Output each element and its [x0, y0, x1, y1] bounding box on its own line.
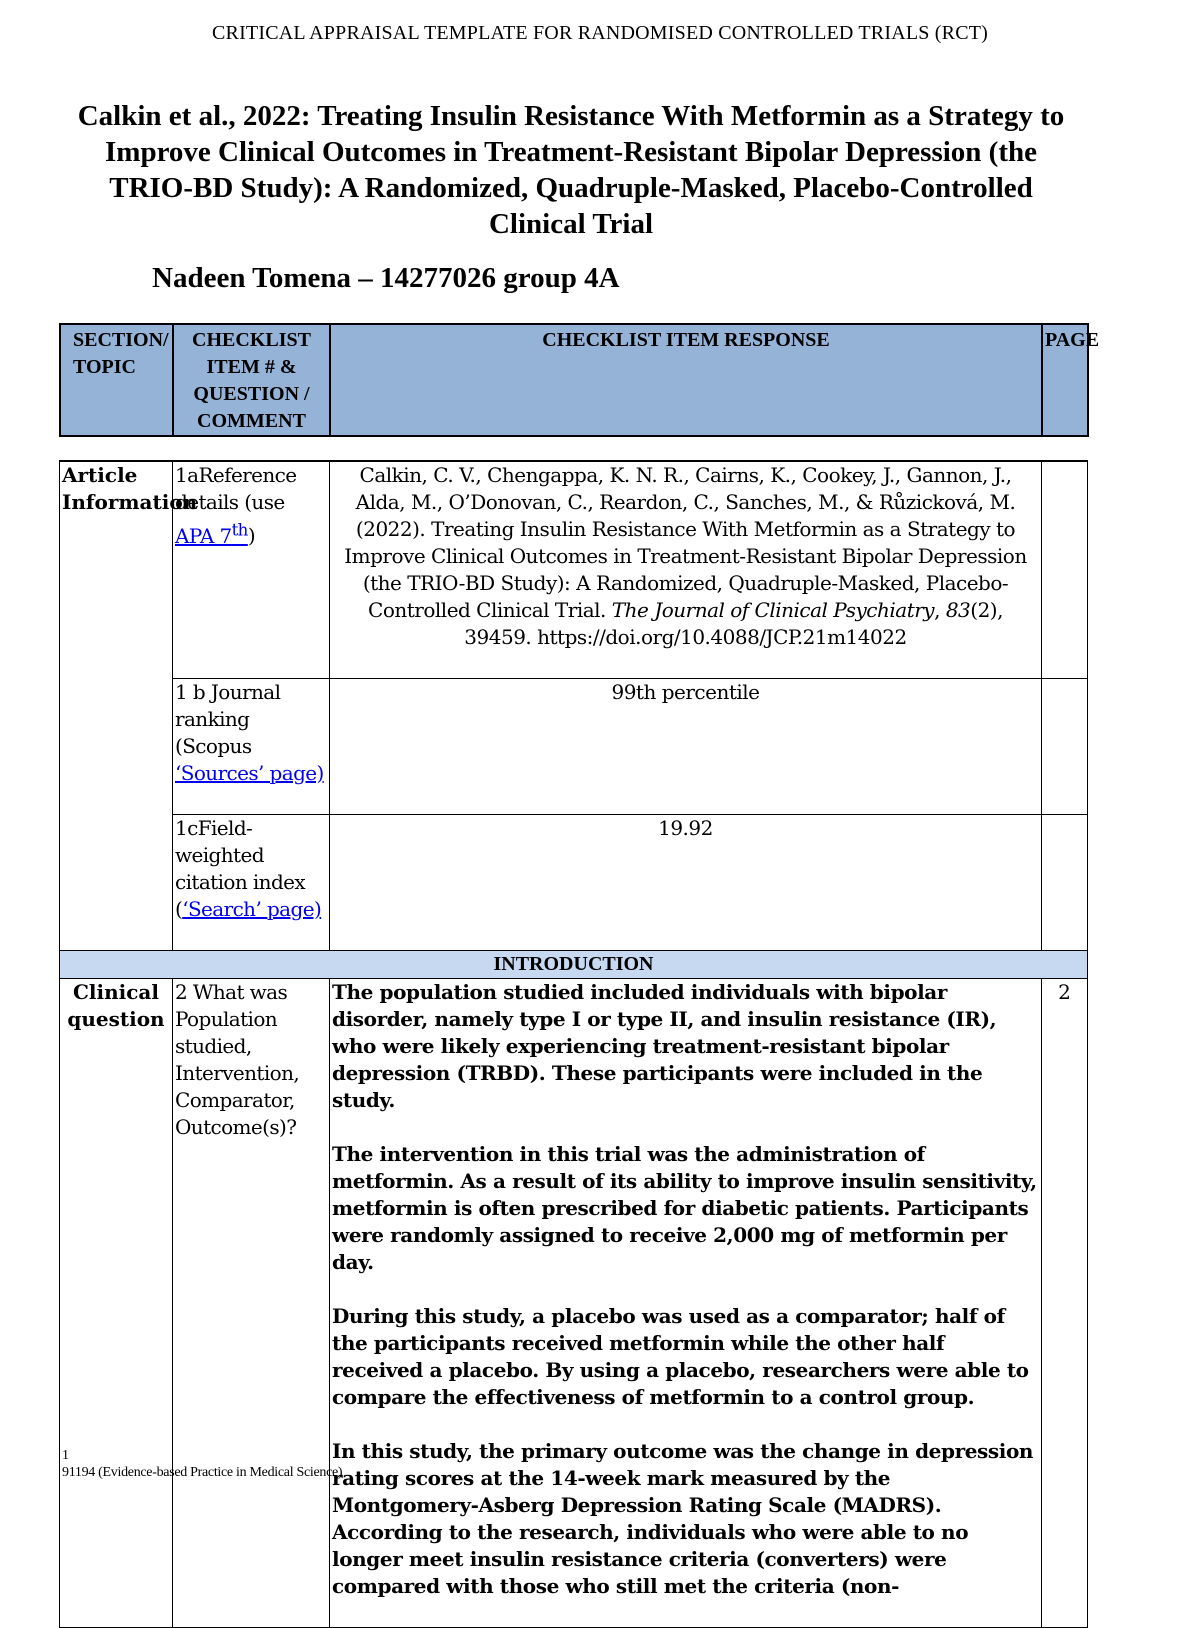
- footer-page-number: 1: [62, 1448, 69, 1463]
- table-row: [60, 461, 1088, 679]
- author-line: Nadeen Tomena – 14277026 group 4A: [152, 262, 620, 294]
- item-2: [173, 979, 330, 1628]
- item-1a: [173, 461, 330, 679]
- header-page: PAGE: [1042, 324, 1088, 436]
- page-number-cell: 2: [1042, 979, 1088, 1628]
- reference-response: [330, 461, 1042, 679]
- intervention-paragraph: The intervention in this trial was the administration of metformin. As a result of its ability to improve insulin sensitivity, metformin is often prescribed for diabetic patients. Participants were randomly assigned to receive 2,000 mg of metformin per day.: [332, 1142, 1037, 1274]
- table-row: [60, 979, 1088, 1628]
- introduction-heading: INTRODUCTION: [60, 951, 1088, 979]
- volume: 83: [945, 598, 971, 622]
- apa-7-link[interactable]: [175, 520, 248, 548]
- page-cell: [1042, 815, 1088, 951]
- separator: ,: [934, 598, 946, 622]
- footer-course: 91194 (Evidence-based Practice in Medical Science): [62, 1465, 343, 1480]
- item-number: 1c: [175, 816, 198, 840]
- item-1b: [173, 679, 330, 815]
- item-text-end: ): [247, 523, 256, 548]
- reference-text-end: (2), 39459. https://doi.org/10.4088/JCP.21m14022: [464, 598, 1003, 649]
- introduction-row: [60, 951, 1088, 979]
- outcome-paragraph: In this study, the primary outcome was the change in depression rating scores at the 14-week mark measured by the Montgomery-Asberg Depression Rating Scale (MADRS). According to the research, individuals who were able to no longer meet insulin resistance criteria (converters) were compared with those who still met the criteria (non-: [332, 1439, 1034, 1598]
- header-item-response: CHECKLIST ITEM RESPONSE: [330, 324, 1042, 436]
- link-text: APA 7: [175, 523, 232, 548]
- section-clinical-question: Clinical question: [60, 979, 173, 1628]
- item-text: Journal ranking (Scopus: [175, 680, 281, 758]
- scopus-search-link[interactable]: ‘Search’ page): [182, 897, 322, 921]
- item-text: Field-weighted citation index (: [175, 816, 306, 921]
- comparator-paragraph: During this study, a placebo was used as a comparator; half of the participants received metformin while the other half received a placebo. By using a placebo, researchers were able to compare the effectiveness of metformin to a control group.: [332, 1304, 1029, 1409]
- item-number: 2: [175, 980, 188, 1004]
- item-text: Reference details (use: [175, 463, 297, 514]
- section-article-information: Article Information: [60, 461, 173, 951]
- reference-text: Calkin, C. V., Chengappa, K. N. R., Cairns, K., Cookey, J., Gannon, J., Alda, M., O’Donovan, C., Reardon, C., Sanches, M., & Růzicková, M. (2022). Treating Insulin Resistance With Metformin as a Strategy to Improve Clinical Outcomes in Treatment-Resistant Bipolar Depression (the TRIO-BD Study): A Randomized, Quadruple-Masked, Placebo-Controlled Clinical Trial.: [344, 463, 1027, 622]
- table-row: [60, 679, 1088, 815]
- header-checklist-item: CHECKLIST ITEM # & QUESTION / COMMENT: [173, 324, 330, 436]
- document-title: CRITICAL APPRAISAL TEMPLATE FOR RANDOMISED CONTROLLED TRIALS (RCT): [211, 22, 989, 44]
- paper-title: Calkin et al., 2022: Treating Insulin Resistance With Metformin as a Strategy to Improve Clinical Outcomes in Treatment-Resistant Bipolar Depression (the TRIO-BD Study): A Randomized, Quadruple-Masked, Placebo-Controlled Clinical Trial: [77, 100, 1065, 240]
- scopus-sources-link[interactable]: ‘Sources’ page): [175, 761, 324, 785]
- item-1c: [173, 815, 330, 951]
- item-number: 1 b: [175, 680, 206, 704]
- citation-index-response: 19.92: [330, 815, 1042, 951]
- page-cell: [1042, 679, 1088, 815]
- journal-name: The Journal of Clinical Psychiatry: [611, 598, 935, 622]
- item-number: 1a: [175, 463, 199, 487]
- table-row: [60, 815, 1088, 951]
- superscript: th: [231, 520, 248, 539]
- header-section-topic: SECTION/ TOPIC: [60, 324, 173, 436]
- header-table: [59, 323, 1100, 437]
- item-text: What was Population studied, Intervention, Comparator, Outcome(s)?: [175, 980, 300, 1139]
- page-footer: [62, 1447, 342, 1481]
- pico-response: [330, 979, 1042, 1628]
- page-cell: [1042, 461, 1088, 679]
- journal-ranking-response: 99th percentile: [330, 679, 1042, 815]
- population-paragraph: The population studied included individuals with bipolar disorder, namely type I or type II, and insulin resistance (IR), who were likely experiencing treatment-resistant bipolar depression (TRBD). These participants were included in the study.: [332, 980, 997, 1112]
